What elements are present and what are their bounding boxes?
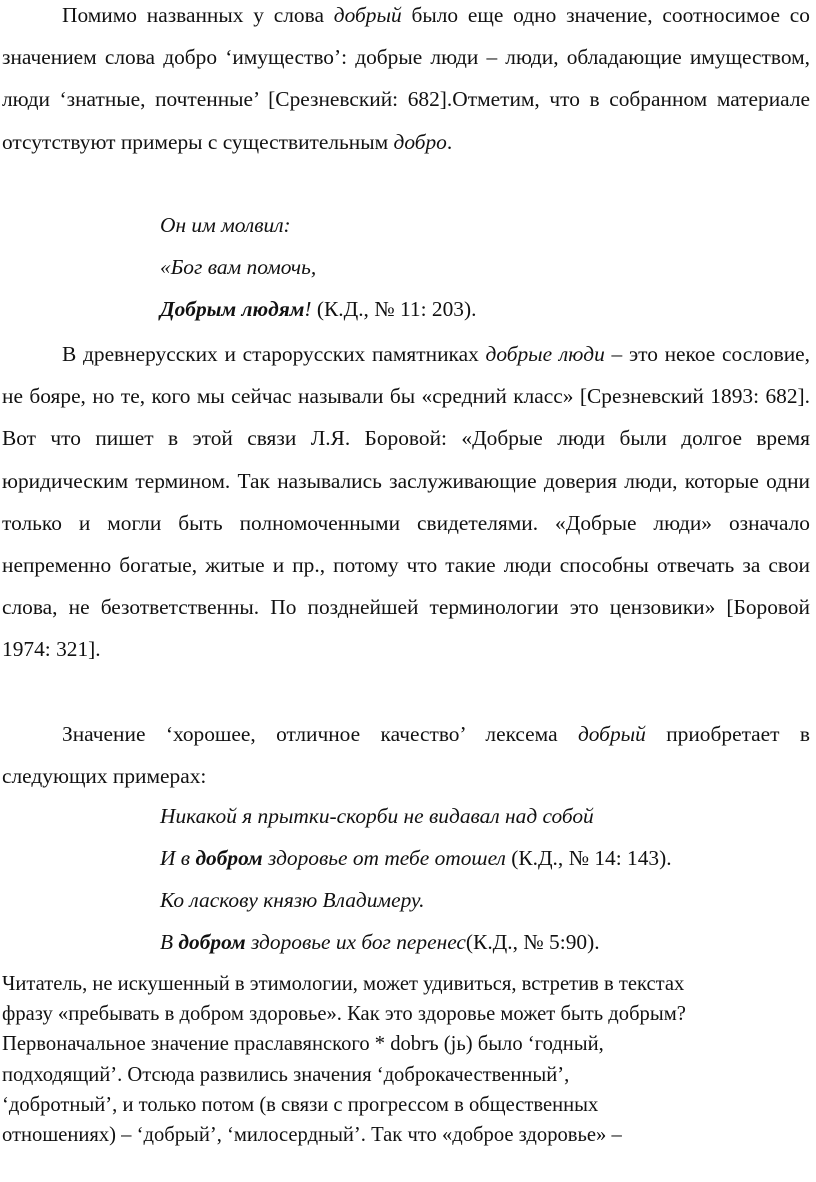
term-dobryi: добрый — [577, 722, 646, 746]
text-line: отношениях) – ‘добрый’, ‘милосердный’. Так что «доброе здоровье» – — [2, 1124, 622, 1147]
verse-1-line-1: Он им молвил: — [160, 213, 291, 237]
verse-2-line-4: В добром здоровье их бог перенес(К.Д., № 5:90). — [160, 930, 600, 954]
text-line: ‘добротный’, и только потом (в связи с прогрессом в общественных — [2, 1093, 599, 1116]
citation: (К.Д., № 11: 203). — [311, 297, 477, 321]
verse-2-line-1: Никакой я прытки-скорби не видавал над собой — [160, 804, 594, 828]
citation: (К.Д., № 14: 143). — [505, 846, 672, 870]
text-line: подходящий’. Отсюда развились значения ‘доброкачественный’, — [2, 1063, 570, 1086]
verse-2-line-2: И в добром здоровье от тебе отошел (К.Д., № 14: 143). — [160, 846, 672, 870]
paragraph-etymology — [2, 969, 810, 1150]
citation: (К.Д., № 5:90). — [465, 930, 600, 954]
term-dobrye-lyudi: добрые люди — [485, 342, 605, 366]
verse-1-line-3: Добрым людям! (К.Д., № 11: 203). — [160, 297, 477, 321]
text-line: Читатель, не искушенный в этимологии, может удивиться, встретив в текстах — [2, 973, 685, 995]
term-dobro: добро — [393, 129, 447, 154]
text-line: фразу «пребывать в добром здоровье». Как это здоровье может быть добрым? — [2, 1003, 686, 1026]
paragraph-good-people: В древнерусских и старорусских памятниках добрые люди – это некое сословие, не бояре, но те, кого мы сейчас называли бы «средний класс» [Срезневский 1893: 682]. Вот что пишет в этой связи Л.Я. Боровой: «Добрые люди были долгое время юридическим термином. Так назывались заслуживающие доверия люди, которые одни только и могли быть полномоченными свидетелями. «Добрые люди» означало непременно богатые, житые и пр., потому что такие люди способны отвечать за свои слова, не безответственны. По позднейшей терминологии это цензовики» [Боровой 1974: 321]. — [2, 342, 810, 662]
paragraph-meaning-property: Помимо названных у слова добрый было еще одно значение, соотносимое со значением слова добро ‘имущество’: добрые люди – люди, обладающие имуществом, люди ‘знатные, почтенные’ [Срезневский: 682].Отметим, что в собранном материале отсутствуют примеры с существительным добро. — [2, 3, 810, 154]
term-dobryi: добрый — [333, 3, 402, 27]
text-line: Первоначальное значение праславянского * dobrъ (jь) было ‘годный, — [2, 1033, 604, 1056]
verse-1-line-2: «Бог вам помочь, — [160, 255, 317, 279]
verse-2-line-3: Ко ласкову князю Владимеру. — [160, 888, 425, 912]
paragraph-good-quality: Значение ‘хорошее, отличное качество’ лексема добрый приобретает в следующих примерах: — [2, 722, 810, 789]
